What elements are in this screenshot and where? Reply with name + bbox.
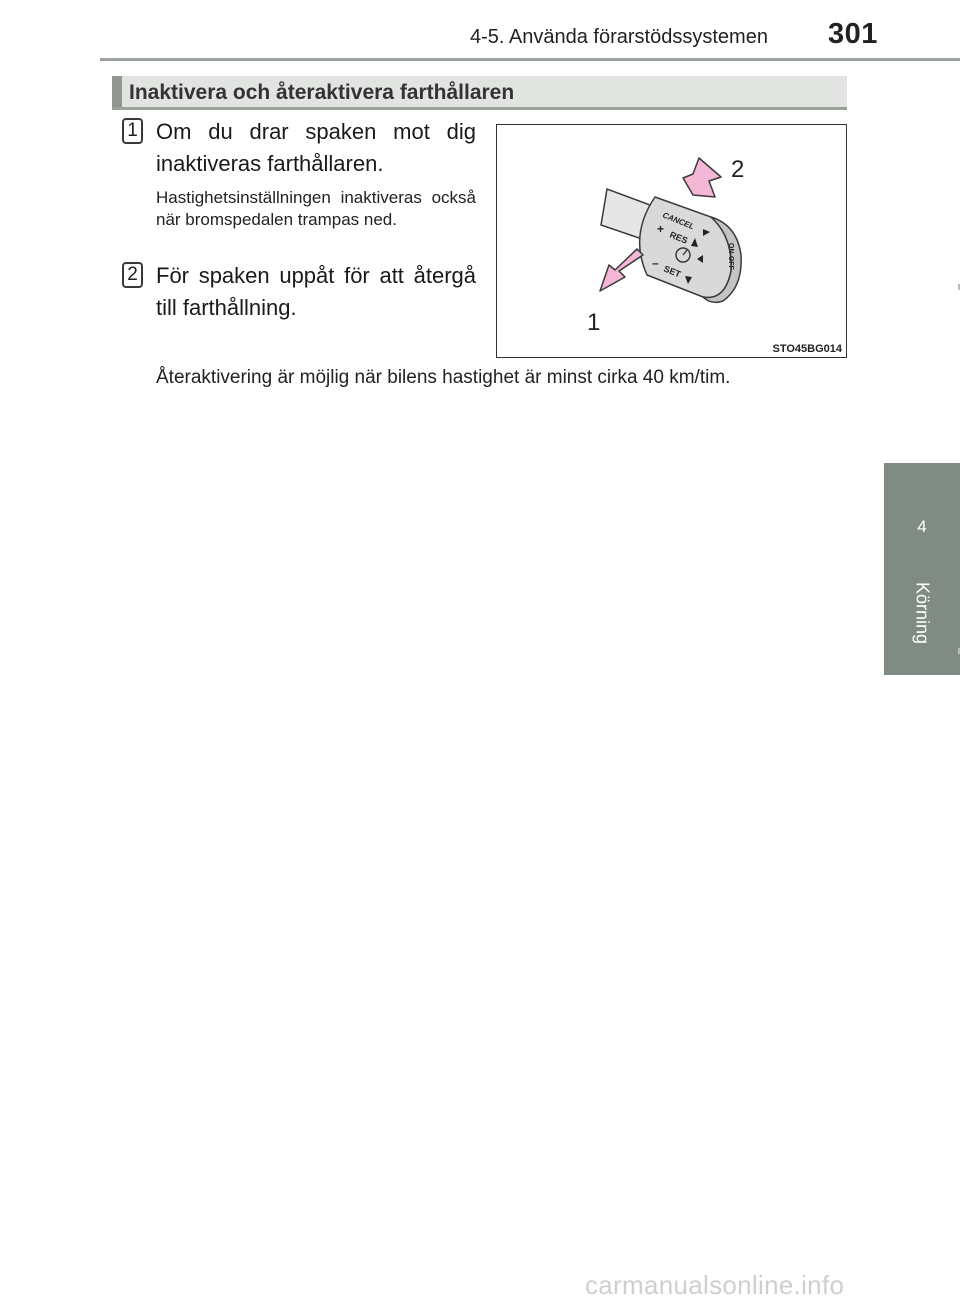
plus-label: + (657, 222, 665, 236)
step-1-badge: 1 (122, 118, 143, 144)
page-header-title: 4-5. Använda förarstödssystemen (470, 26, 768, 48)
header-divider (100, 58, 960, 61)
reactivation-note: Återaktivering är möjlig när bilens hastighet är minst cirka 40 km/tim. (156, 367, 731, 388)
step-2-badge: 2 (122, 262, 143, 288)
lever-head (640, 197, 732, 297)
set-label: SET (662, 263, 683, 280)
cruise-control-lever-illustration (496, 124, 847, 358)
page-number: 301 (828, 18, 878, 50)
chapter-side-tab (884, 463, 960, 675)
section-accent-bar (112, 76, 122, 107)
section-title: Inaktivera och återaktivera farthållaren (129, 81, 515, 104)
callout-1: 1 (587, 309, 601, 336)
callout-2: 2 (731, 156, 745, 183)
section-header (112, 76, 847, 110)
cancel-label: CANCEL (661, 210, 696, 232)
step-1-note: Hastighetsinställningen inaktiveras också när bromspedalen trampas ned. (156, 188, 476, 229)
illustration-ref-code: STO45BG014 (772, 343, 842, 355)
on-off-label: ON-OFF (727, 243, 734, 270)
chapter-number: 4 (917, 517, 927, 536)
watermark-link[interactable]: carmanualsonline.info (585, 1270, 845, 1300)
step-1-text: Om du drar spaken mot dig inaktiveras farthållaren. (156, 119, 476, 176)
res-label: RES (668, 229, 690, 246)
arrow-1-pull-icon (600, 249, 643, 291)
chapter-label: Körning (912, 581, 933, 645)
step-2-text: För spaken uppåt för att återgå till farthållning. (156, 263, 476, 320)
arrow-2-up-icon (683, 158, 721, 197)
minus-label: – (652, 256, 659, 270)
lever-diagram (497, 125, 846, 357)
